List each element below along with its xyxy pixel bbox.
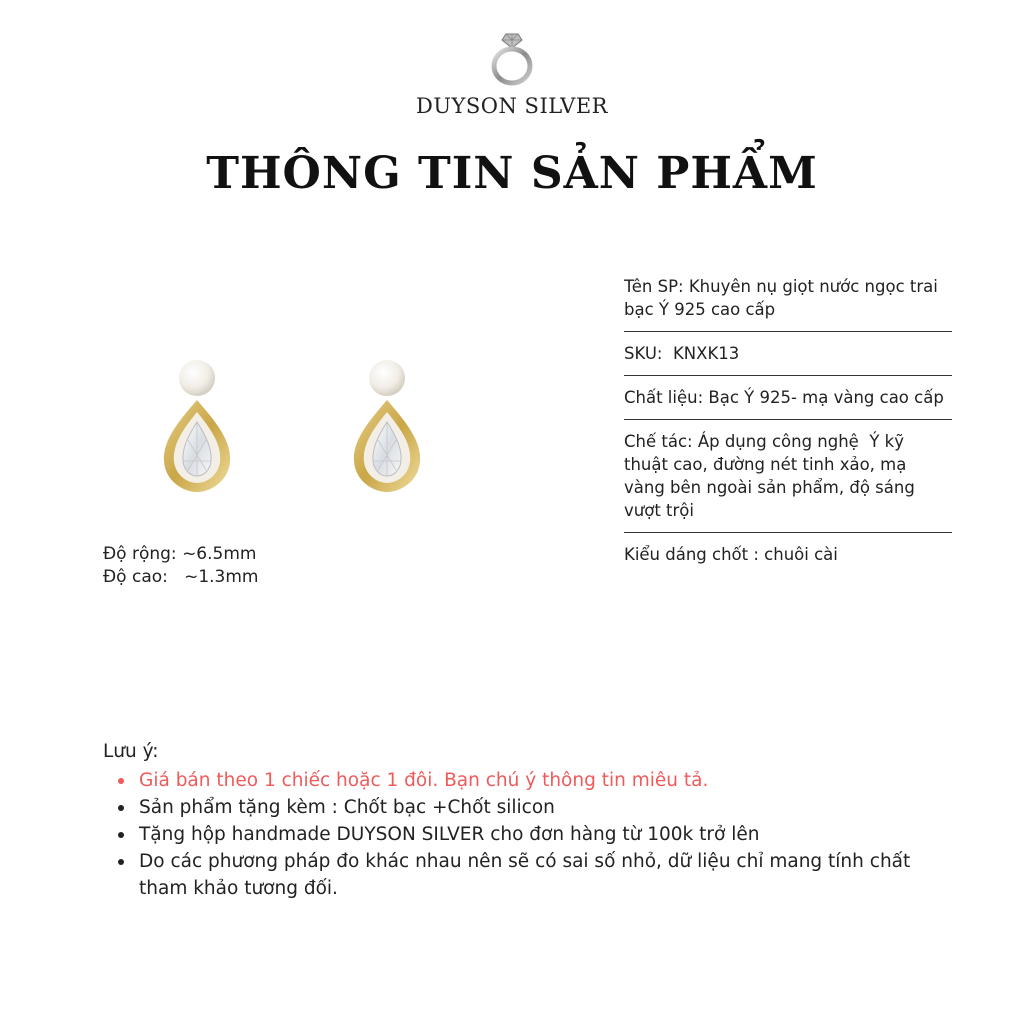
spec-sku: SKU: KNXK13 xyxy=(624,344,740,363)
spec-row-name xyxy=(624,275,952,332)
notes-heading: Lưu ý: xyxy=(103,741,159,762)
spec-name: Tên SP: Khuyên nụ giọt nước ngọc trai bạc Ý 925 cao cấp xyxy=(624,277,944,319)
pearl-teardrop-earrings-image xyxy=(140,340,440,510)
earring-right xyxy=(354,360,420,492)
note-item-box: Tặng hộp handmade DUYSON SILVER cho đơn hàng từ 100k trở lên xyxy=(103,821,963,848)
spec-table xyxy=(624,275,952,586)
page-title: THÔNG TIN SẢN PHẨM xyxy=(206,148,818,199)
ring-diamond-icon xyxy=(488,30,536,86)
spec-craft: Chế tác: Áp dụng công nghệ Ý kỹ thuật cao, đường nét tinh xảo, mạ vàng bên ngoài sản phẩm, độ sáng vượt trội xyxy=(624,432,921,520)
note-item-price: Giá bán theo 1 chiếc hoặc 1 đôi. Bạn chú ý thông tin miêu tả. xyxy=(103,767,963,794)
earring-left xyxy=(164,360,230,492)
dimension-width: Độ rộng: ~6.5mm xyxy=(103,544,257,564)
spec-clasp: Kiểu dáng chốt : chuôi cài xyxy=(624,545,838,564)
notes-section xyxy=(103,738,963,902)
dimensions xyxy=(103,543,258,589)
spec-material: Chất liệu: Bạc Ý 925- mạ vàng cao cấp xyxy=(624,388,944,407)
spec-row-craft xyxy=(624,430,952,533)
note-item-measure: Do các phương pháp đo khác nhau nên sẽ có sai số nhỏ, dữ liệu chỉ mang tính chất tham khảo tương đối. xyxy=(103,848,963,902)
note-item-gift: Sản phẩm tặng kèm : Chốt bạc +Chốt silicon xyxy=(103,794,963,821)
brand-logo xyxy=(0,30,1024,86)
spec-row-material xyxy=(624,386,952,420)
notes-list xyxy=(103,767,963,902)
spec-row-sku xyxy=(624,342,952,376)
spec-row-clasp xyxy=(624,543,952,576)
brand-name: DUYSON SILVER xyxy=(416,94,608,118)
dimension-height: Độ cao: ~1.3mm xyxy=(103,567,259,587)
